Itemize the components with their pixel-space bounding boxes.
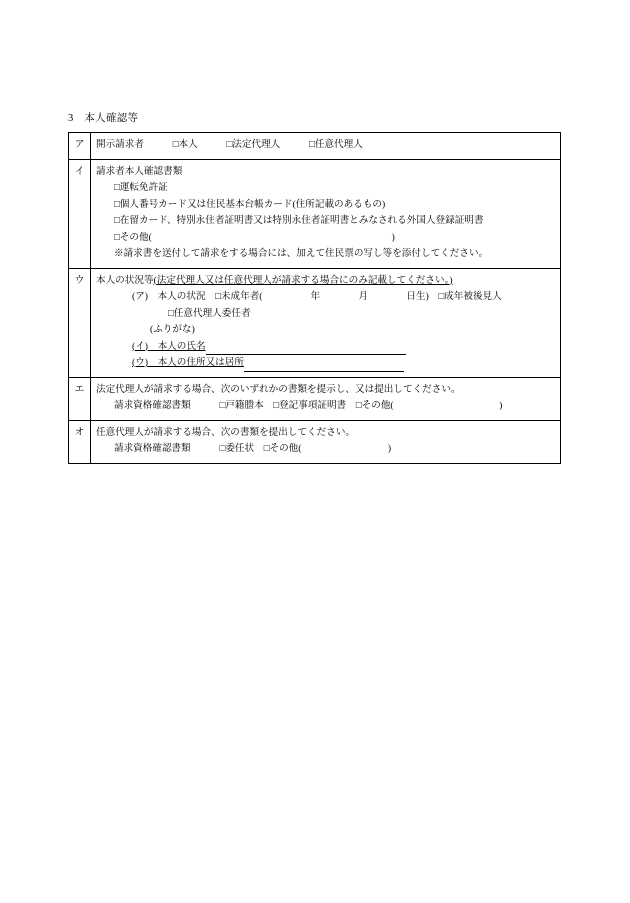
- row-label: エ: [74, 383, 85, 395]
- identity-verification-table: [68, 132, 561, 464]
- table-row: [69, 133, 561, 160]
- row-line-principal-status-heading: [96, 273, 555, 290]
- table-row: [69, 420, 561, 463]
- row-label-cell: [69, 420, 91, 463]
- row-label-cell: [69, 377, 91, 420]
- row-content-cell: [91, 420, 561, 463]
- row-content-cell: [91, 268, 561, 377]
- checkbox-option-drivers-license[interactable]: □運転免許証: [114, 182, 168, 193]
- heading-prefix: 本人の状況等: [96, 274, 154, 286]
- page-title: 3 本人確認等: [68, 113, 139, 124]
- voluntary-agent-documents-options[interactable]: 請求資格確認書類 □委任状 □その他( ): [114, 443, 392, 454]
- row-line: 任意代理人が請求する場合、次の書類を提出してください。: [96, 426, 356, 438]
- principal-name-field[interactable]: (イ) 本人の氏名: [96, 339, 555, 356]
- row-line: 開示請求者 □本人 □法定代理人 □任意代理人: [96, 139, 363, 150]
- checkbox-option-other[interactable]: □その他( ): [114, 231, 395, 243]
- row-line: 法定代理人が請求する場合、次のいずれかの書類を提示し、又は提出してください。: [96, 383, 461, 395]
- furigana-label: (ふりがな): [150, 324, 195, 335]
- row-label: イ: [74, 165, 85, 177]
- row-label: ウ: [74, 274, 85, 286]
- row-content-cell: [91, 159, 561, 268]
- row-label: ア: [74, 139, 85, 150]
- row-content-cell: [91, 377, 561, 420]
- legal-agent-documents-options[interactable]: 請求資格確認書類 □戸籍謄本 □登記事項証明書 □その他( ): [114, 400, 503, 411]
- row-label-cell: [69, 159, 91, 268]
- row-line: 請求者本人確認書類: [96, 165, 183, 177]
- row-content-cell: [91, 133, 561, 160]
- principal-address-field[interactable]: (ウ) 本人の住所又は居所: [96, 355, 555, 372]
- checkbox-option-mynumber-card[interactable]: □個人番号カード又は住民基本台帳カード(住所記載のあるもの): [114, 198, 386, 210]
- row-label-cell: [69, 133, 91, 160]
- table-row: [69, 377, 561, 420]
- checkbox-option-voluntary-agent-principal[interactable]: □任意代理人委任者: [168, 307, 251, 319]
- checkbox-option-residence-card[interactable]: □在留カード、特別永住者証明書又は特別永住者証明書とみなされる外国人登録証明書: [114, 215, 484, 226]
- table-row: [69, 159, 561, 268]
- row-label-cell: [69, 268, 91, 377]
- heading-underlined-part: (法定代理人又は任意代理人が請求する場合にのみ記載してください。): [153, 274, 453, 286]
- table-row: [69, 268, 561, 377]
- row-label: オ: [74, 426, 85, 438]
- note-mail-request: ※請求書を送付して請求をする場合には、加えて住民票の写し等を添付してください。: [114, 248, 489, 259]
- principal-status-options[interactable]: (ア) 本人の状況 □未成年者( 年 月 日生) □成年被後見人: [132, 291, 502, 302]
